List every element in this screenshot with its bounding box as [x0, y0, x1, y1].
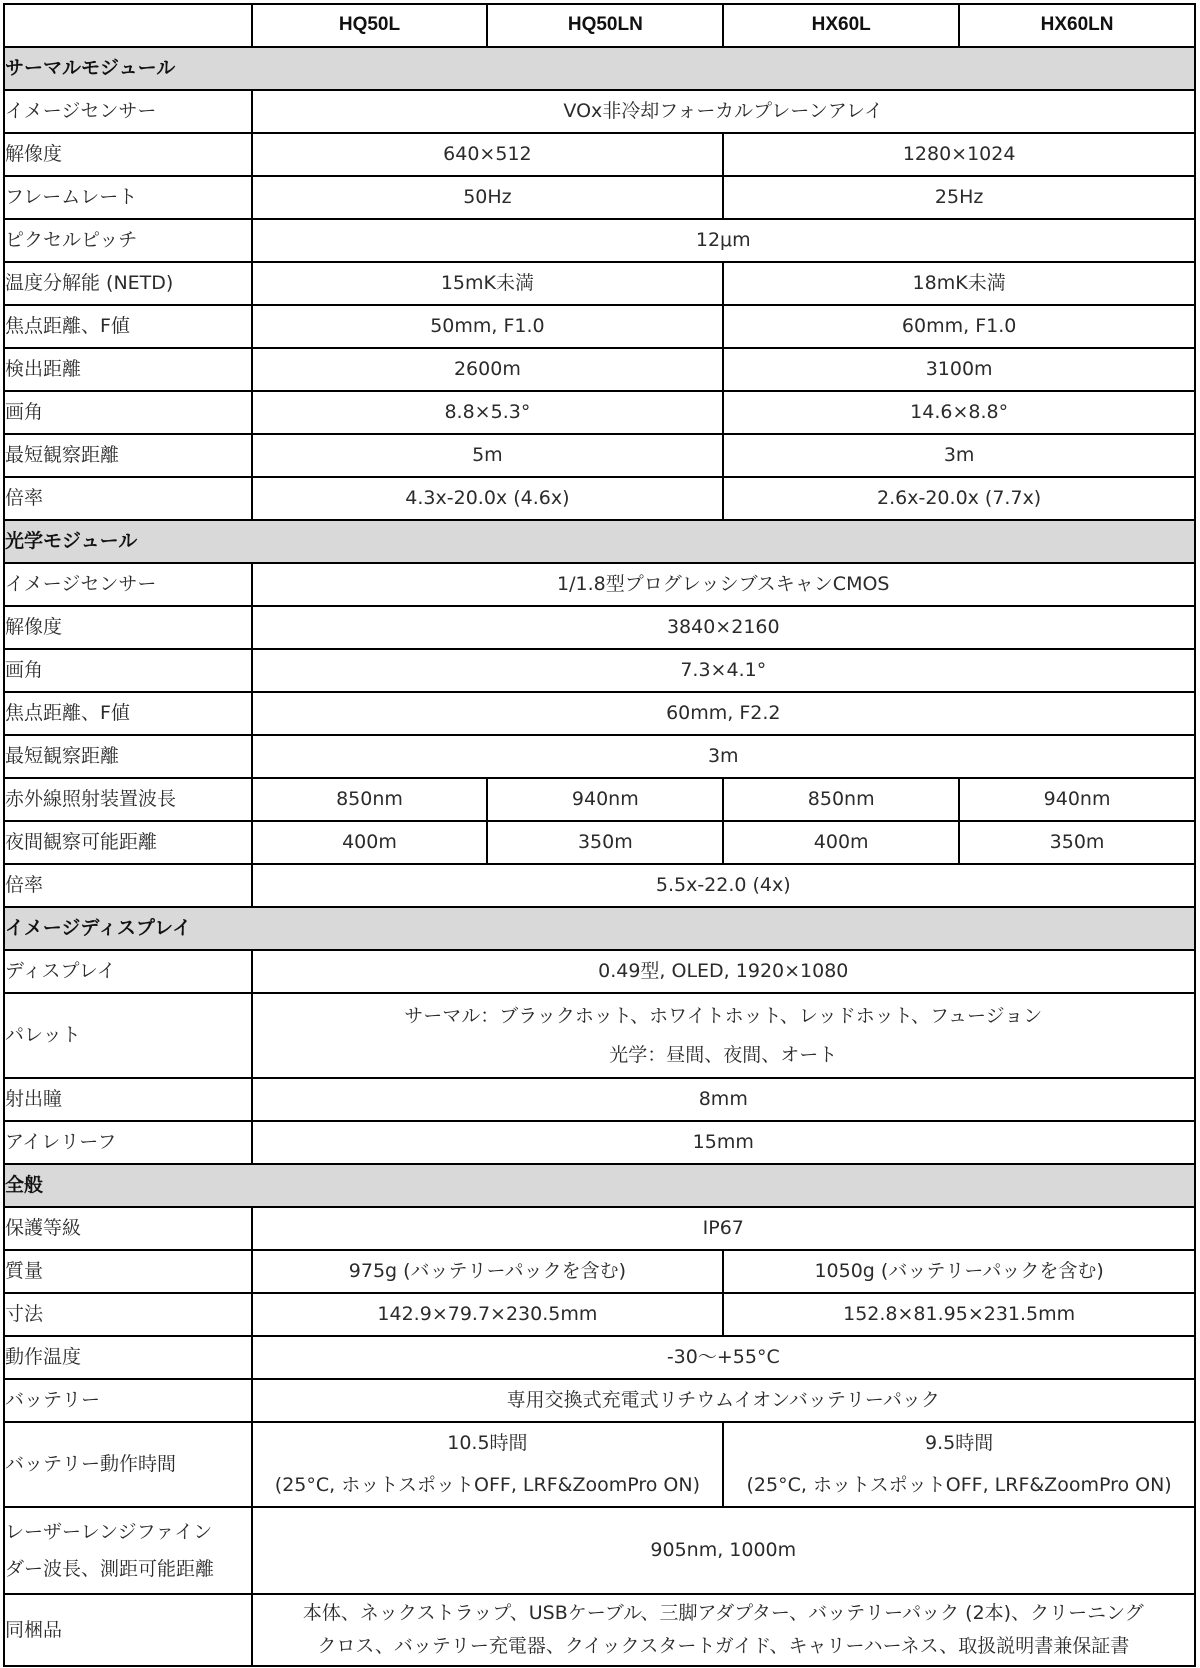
- table-row: [4, 1207, 1195, 1250]
- row-label: [4, 1507, 252, 1594]
- runtime-hq: 10.5時間: [447, 1432, 528, 1455]
- row-label: 解像度: [4, 606, 252, 649]
- row-label: 夜間観察可能距離: [4, 821, 252, 864]
- row-label: 射出瞳: [4, 1078, 252, 1121]
- cell-value-hq: 975g (バッテリーパックを含む): [252, 1250, 724, 1293]
- row-label: 最短観察距離: [4, 434, 252, 477]
- cell-value: 8mm: [252, 1078, 1195, 1121]
- table-row: [4, 90, 1195, 133]
- table-row: [4, 1422, 1195, 1507]
- model-hq50ln: HQ50LN: [487, 4, 723, 47]
- table-row: [4, 1293, 1195, 1336]
- spec-table: [3, 3, 1196, 1667]
- row-label: バッテリー動作時間: [4, 1422, 252, 1507]
- table-row: [4, 391, 1195, 434]
- table-row: [4, 778, 1195, 821]
- accessories-line: クロス、バッテリー充電器、クイックスタートガイド、キャリーハーネス、取扱説明書兼保証書: [317, 1635, 1130, 1657]
- row-label: 質量: [4, 1250, 252, 1293]
- row-label: イメージセンサー: [4, 90, 252, 133]
- model-hq50l: HQ50L: [252, 4, 488, 47]
- row-label: バッテリー: [4, 1379, 252, 1422]
- row-label: 焦点距離、F値: [4, 692, 252, 735]
- accessories-cell: [252, 1594, 1195, 1666]
- row-label: 最短観察距離: [4, 735, 252, 778]
- cell-value: -30～+55°C: [252, 1336, 1195, 1379]
- cell-value-hq50ln: 940nm: [487, 778, 723, 821]
- runtime-condition: (25°C, ホットスポットOFF, LRF&ZoomPro ON): [746, 1474, 1172, 1496]
- row-label: パレット: [4, 993, 252, 1078]
- table-row: [4, 219, 1195, 262]
- cell-value-hq: 15mK未満: [252, 262, 724, 305]
- table-row: [4, 176, 1195, 219]
- cell-value: 905nm, 1000m: [252, 1507, 1195, 1594]
- row-label: 検出距離: [4, 348, 252, 391]
- cell-value: 専用交換式充電式リチウムイオンバッテリーパック: [252, 1379, 1195, 1422]
- palette-optical: 光学：昼間、夜間、オート: [609, 1043, 838, 1066]
- cell-value: IP67: [252, 1207, 1195, 1250]
- cell-value-hx: 14.6×8.8°: [723, 391, 1195, 434]
- palette-cell: [252, 993, 1195, 1078]
- cell-value-hx60ln: 350m: [959, 821, 1195, 864]
- accessories-line: 本体、ネックストラップ、USBケーブル、三脚アダプター、バッテリーパック (2本)、クリーニング: [302, 1602, 1144, 1625]
- table-row: [4, 348, 1195, 391]
- table-row: [4, 133, 1195, 176]
- palette-thermal: サーマル：ブラックホット、ホワイトホット、レッドホット、フュージョン: [404, 1004, 1043, 1027]
- cell-value-hq: 50Hz: [252, 176, 724, 219]
- section-row-thermal: [4, 47, 1195, 90]
- header-row: [4, 4, 1195, 47]
- row-label: 解像度: [4, 133, 252, 176]
- row-label: 画角: [4, 391, 252, 434]
- cell-value-hx: 152.8×81.95×231.5mm: [723, 1293, 1195, 1336]
- table-row: [4, 821, 1195, 864]
- section-title-optical: 光学モジュール: [4, 520, 1195, 563]
- cell-value-hx: 25Hz: [723, 176, 1195, 219]
- table-row: [4, 864, 1195, 907]
- cell-value: 3m: [252, 735, 1195, 778]
- cell-value-hx: 60mm, F1.0: [723, 305, 1195, 348]
- table-row: [4, 692, 1195, 735]
- runtime-hx: 9.5時間: [925, 1432, 994, 1455]
- row-label: 寸法: [4, 1293, 252, 1336]
- cell-value-hx: 1280×1024: [723, 133, 1195, 176]
- section-row-general: [4, 1164, 1195, 1207]
- section-title-display: イメージディスプレイ: [4, 907, 1195, 950]
- row-label: 赤外線照射装置波長: [4, 778, 252, 821]
- row-label: ディスプレイ: [4, 950, 252, 993]
- table-row: [4, 1507, 1195, 1594]
- cell-value-hq: 2600m: [252, 348, 724, 391]
- cell-value-hx60l: 400m: [723, 821, 959, 864]
- model-hx60ln: HX60LN: [959, 4, 1195, 47]
- cell-value-hx60l: 850nm: [723, 778, 959, 821]
- table-row: [4, 1379, 1195, 1422]
- row-label: アイレリーフ: [4, 1121, 252, 1164]
- section-title-general: 全般: [4, 1164, 1195, 1207]
- cell-value-hx: 3100m: [723, 348, 1195, 391]
- row-label: 動作温度: [4, 1336, 252, 1379]
- table-row: [4, 649, 1195, 692]
- cell-value: 5.5x-22.0 (4x): [252, 864, 1195, 907]
- row-label: 倍率: [4, 477, 252, 520]
- section-row-display: [4, 907, 1195, 950]
- cell-value: 7.3×4.1°: [252, 649, 1195, 692]
- table-row: [4, 477, 1195, 520]
- row-label: ピクセルピッチ: [4, 219, 252, 262]
- row-label: イメージセンサー: [4, 563, 252, 606]
- table-row: [4, 1078, 1195, 1121]
- table-row: [4, 950, 1195, 993]
- spec-sheet: [3, 3, 1196, 1667]
- runtime-cell-hq: [252, 1422, 724, 1507]
- table-row: [4, 434, 1195, 477]
- section-row-optical: [4, 520, 1195, 563]
- row-label-line: レーザーレンジファイン: [5, 1520, 213, 1543]
- cell-value-hx: 3m: [723, 434, 1195, 477]
- table-row: [4, 1250, 1195, 1293]
- cell-value-hq50l: 400m: [252, 821, 488, 864]
- row-label: 保護等級: [4, 1207, 252, 1250]
- cell-value: VOx非冷却フォーカルプレーンアレイ: [252, 90, 1195, 133]
- cell-value-hx60ln: 940nm: [959, 778, 1195, 821]
- table-row: [4, 262, 1195, 305]
- row-label: 画角: [4, 649, 252, 692]
- row-label: 焦点距離、F値: [4, 305, 252, 348]
- table-row: [4, 1594, 1195, 1666]
- row-label: 同梱品: [4, 1594, 252, 1666]
- header-corner: [4, 4, 252, 47]
- row-label-line: ダー波長、測距可能距離: [5, 1557, 215, 1580]
- runtime-cell-hx: [723, 1422, 1195, 1507]
- cell-value-hq: 4.3x-20.0x (4.6x): [252, 477, 724, 520]
- cell-value: 1/1.8型プログレッシブスキャンCMOS: [252, 563, 1195, 606]
- cell-value: 3840×2160: [252, 606, 1195, 649]
- cell-value-hx: 18mK未満: [723, 262, 1195, 305]
- cell-value-hx: 2.6x-20.0x (7.7x): [723, 477, 1195, 520]
- cell-value: 12μm: [252, 219, 1195, 262]
- cell-value-hq: 5m: [252, 434, 724, 477]
- row-label: 温度分解能 (NETD): [4, 262, 252, 305]
- cell-value-hq: 8.8×5.3°: [252, 391, 724, 434]
- model-hx60l: HX60L: [723, 4, 959, 47]
- row-label: 倍率: [4, 864, 252, 907]
- table-row: [4, 563, 1195, 606]
- cell-value-hq: 50mm, F1.0: [252, 305, 724, 348]
- cell-value-hx: 1050g (バッテリーパックを含む): [723, 1250, 1195, 1293]
- cell-value: 0.49型, OLED, 1920×1080: [252, 950, 1195, 993]
- cell-value-hq50l: 850nm: [252, 778, 488, 821]
- runtime-condition: (25°C, ホットスポットOFF, LRF&ZoomPro ON): [274, 1474, 701, 1496]
- table-row: [4, 735, 1195, 778]
- cell-value-hq: 142.9×79.7×230.5mm: [252, 1293, 724, 1336]
- table-row: [4, 993, 1195, 1078]
- row-label: フレームレート: [4, 176, 252, 219]
- table-row: [4, 1336, 1195, 1379]
- cell-value: 60mm, F2.2: [252, 692, 1195, 735]
- cell-value: 15mm: [252, 1121, 1195, 1164]
- cell-value-hq: 640×512: [252, 133, 724, 176]
- table-row: [4, 305, 1195, 348]
- section-title-thermal: サーマルモジュール: [4, 47, 1195, 90]
- table-row: [4, 606, 1195, 649]
- table-row: [4, 1121, 1195, 1164]
- cell-value-hq50ln: 350m: [487, 821, 723, 864]
